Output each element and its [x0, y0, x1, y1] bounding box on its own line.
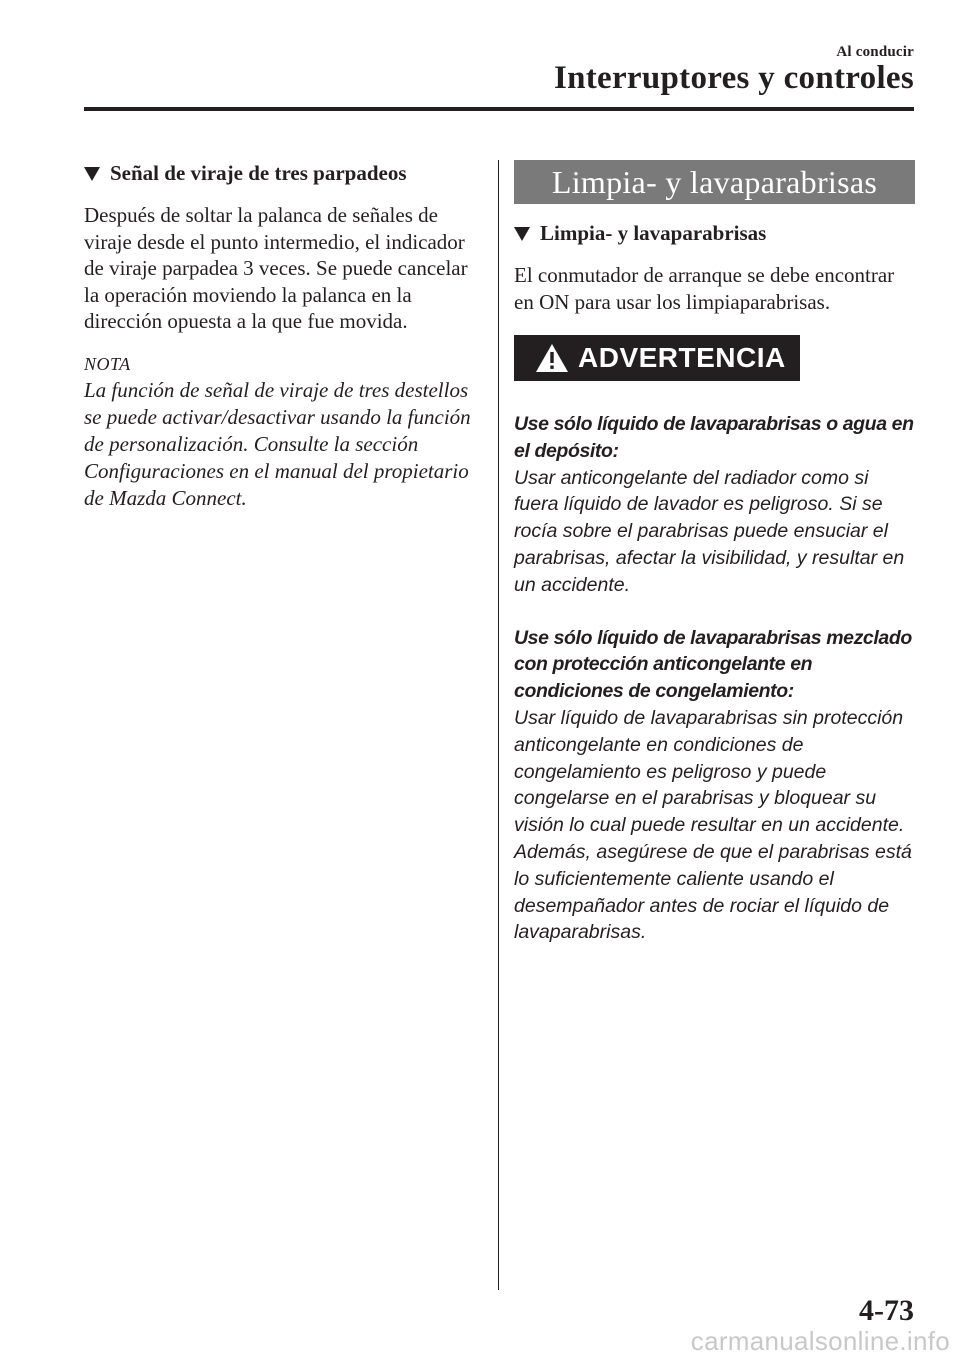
warning-body: Usar líquido de lavaparabrisas sin protección anticongelante en condiciones de congelamiento es peligroso y puede congelarse en el parabrisas y bloquear su visión lo cual puede resultar en un accidente. Además, asegúrese de que el parabrisas está lo suficientemente caliente usando el desempañador antes de rociar el líquido de lavaparabrisas. [514, 706, 912, 944]
watermark: carmanualsonline.info [690, 1326, 950, 1356]
triangle-bullet-icon [84, 167, 100, 181]
note-label: NOTA [84, 353, 131, 374]
chapter-label: Al conducir [836, 44, 914, 60]
right-column [514, 160, 918, 946]
warning-item [514, 411, 918, 599]
page-header-title: Interruptores y controles [553, 60, 914, 96]
note-text: La función de señal de viraje de tres destellos se puede activar/desactivar usando la función de personalización. Consulte la sección Configuraciones en el manual del propietario de Mazda Connect. [84, 377, 471, 510]
section-title-banner: Limpia- y lavaparabrisas [514, 160, 915, 204]
warning-heading: Use sólo líquido de lavaparabrisas o agua en el depósito: [514, 413, 914, 462]
subsection-heading-turn-signal [84, 158, 479, 188]
left-column [84, 158, 479, 512]
warning-heading: Use sólo líquido de lavaparabrisas mezclado con protección anticongelante en condiciones de congelamiento: [514, 626, 912, 703]
column-divider [498, 160, 499, 1290]
subsection-heading-text: Señal de viraje de tres parpadeos [110, 161, 407, 185]
body-paragraph: El conmutador de arranque se debe encontrar en ON para usar los limpiaparabrisas. [514, 263, 895, 314]
warning-item [514, 625, 918, 947]
warning-body: Usar anticongelante del radiador como si fuera líquido de lavador es peligroso. Si se rocía sobre el parabrisas puede ensuciar el parabrisas, afectar la visibilidad, y resultar en un accidente. [514, 466, 905, 596]
warning-banner [514, 335, 800, 381]
subsection-heading-wipers [514, 218, 918, 248]
subsection-heading-text: Limpia- y lavaparabrisas [540, 221, 767, 245]
warning-triangle-icon [534, 342, 570, 374]
warning-label: ADVERTENCIA [578, 342, 786, 373]
page-number: 4-73 [859, 1294, 914, 1327]
body-paragraph: Después de soltar la palanca de señales de viraje desde el punto intermedio, el indicador de viraje parpadea 3 veces. Se puede cancelar la operación moviendo la palanca en la dirección opuesta a la que fue movida. [84, 203, 468, 333]
triangle-bullet-icon [514, 227, 530, 241]
header-rule [84, 107, 914, 111]
